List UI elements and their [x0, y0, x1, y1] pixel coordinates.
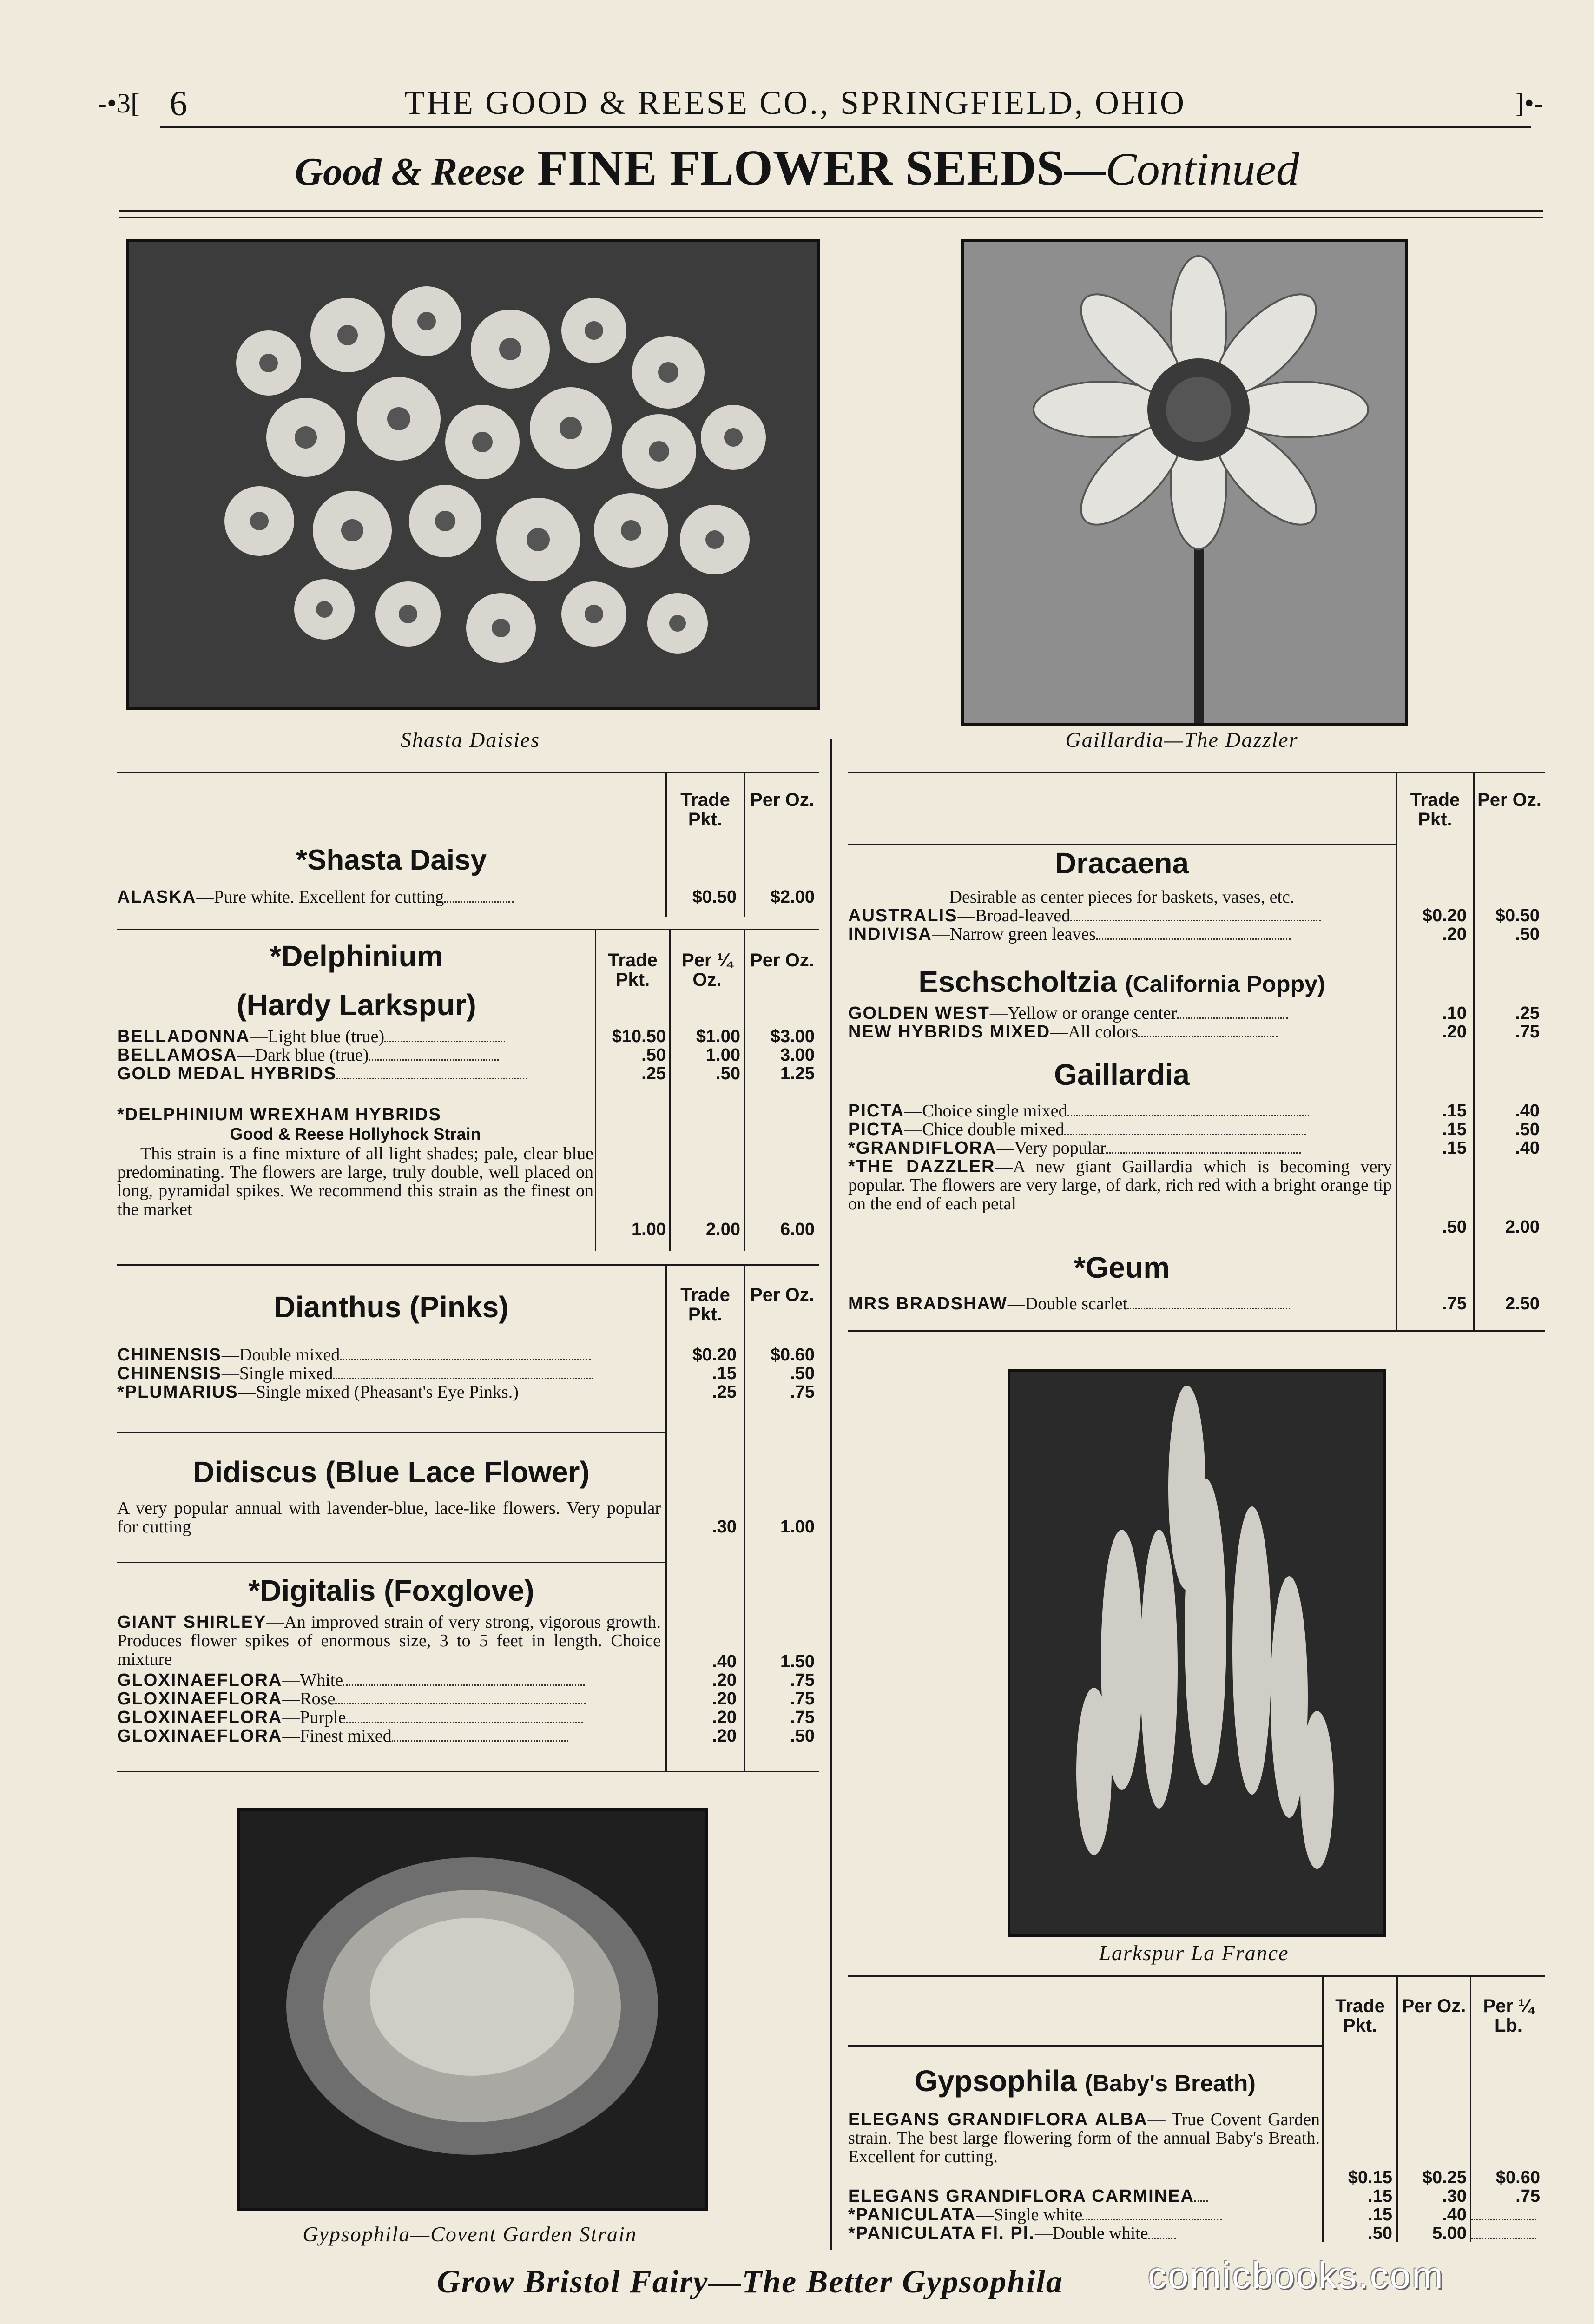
dianthus-1-pkt: $0.20 [692, 1345, 737, 1365]
didiscus-description: A very popular annual with lavender-blue, lace-like flowers. Very popular for cutting [117, 1499, 661, 1537]
item-name: *GRANDIFLORA [848, 1138, 997, 1158]
item-desc: —An improved strain of very strong, vigorous growth. Produces flower spikes of enormous size, 3 to 5 feet in length. Choice mixture [117, 1612, 661, 1669]
title-rule-top [119, 210, 1543, 212]
paniculata-double-pkt: .50 [1368, 2224, 1392, 2243]
dracaena-heading: Dracaena [1054, 846, 1189, 880]
heading-name: Gypsophila [915, 2064, 1077, 2098]
eschscholtzia-row-golden [848, 1004, 1288, 1023]
dianthus-row-2 [117, 1364, 593, 1383]
glox-3-pkt: .20 [712, 1708, 737, 1727]
indivisa-oz: .50 [1515, 924, 1540, 944]
didiscus-heading [117, 1455, 665, 1489]
item-name: *PANICULATA Fl. Pl. [848, 2224, 1035, 2243]
delphinium-col-oz: Per Oz. [750, 950, 814, 971]
didiscus-pkt: .30 [712, 1517, 737, 1537]
heading-name: Eschscholtzia [918, 965, 1117, 998]
shasta-caption: Shasta Daisies [400, 728, 540, 752]
gaillardia-heading: Gaillardia [1054, 1058, 1190, 1091]
right-mid-rule [848, 1330, 1545, 1332]
digitalis-heading [117, 1573, 665, 1608]
heading-name: Didiscus [193, 1455, 317, 1489]
shasta-alaska-oz: $2.00 [770, 887, 815, 907]
glox-1-oz: .75 [790, 1670, 815, 1690]
item-desc: —A new giant Gaillardia which is becoming very popular. The flowers are very large, of dark, rich red with a bright orange tip on the end of each petal [848, 1157, 1392, 1214]
heading-paren: (Blue Lace Flower) [325, 1455, 590, 1489]
golden-west-oz: .25 [1515, 1004, 1540, 1023]
wrexham-description: This strain is a fine mixture of all light shades; pale, clear blue predominating. The flowers are large, truly double, well placed on long, pyramidal spikes. We recommend this strain as the finest on the market [117, 1144, 593, 1219]
bellamosa-oz: 3.00 [780, 1045, 815, 1065]
title-main: FINE FLOWER SEEDS [537, 140, 1065, 196]
gypsophila-photo [237, 1808, 708, 2211]
heading-paren: (Baby's Breath) [1085, 2070, 1256, 2096]
picta-single-pkt: .15 [1442, 1101, 1467, 1121]
header-rule [160, 126, 1531, 128]
item-desc: —Light blue (true) [250, 1027, 385, 1046]
publisher-line: THE GOOD & REESE CO., SPRINGFIELD, OHIO [404, 84, 1186, 121]
delphinium-col-rule-3 [744, 930, 745, 1251]
grandiflora-pkt: .15 [1442, 1138, 1467, 1158]
page-title [0, 139, 1594, 197]
giant-shirley-oz: 1.50 [780, 1652, 815, 1671]
gaillardia-row-picta-double [848, 1120, 1306, 1139]
gloxinaeflora-row-4 [117, 1727, 568, 1745]
heading-paren: (California Poppy) [1125, 971, 1325, 997]
item-desc: —White [282, 1670, 343, 1690]
alba-lb: $0.60 [1495, 2168, 1540, 2187]
item-name: BELLADONNA [117, 1027, 250, 1046]
shasta-daisies-photo [126, 239, 820, 710]
geum-heading: *Geum [1074, 1251, 1170, 1284]
carminea-pkt: .15 [1368, 2186, 1392, 2206]
glox-2-pkt: .20 [712, 1689, 737, 1709]
delphinium-row-gold-medal [117, 1064, 527, 1083]
gypsophila-caption: Gypsophila—Covent Garden Strain [303, 2222, 637, 2246]
alba-pkt: $0.15 [1348, 2168, 1392, 2187]
item-name: *PANICULATA [848, 2205, 976, 2225]
item-name: ALASKA [117, 887, 197, 907]
item-desc: —Choice single mixed [904, 1101, 1067, 1121]
larkspur-caption: Larkspur La France [1099, 1941, 1289, 1965]
item-name: CHINENSIS [117, 1345, 222, 1365]
item-name: NEW HYBRIDS MIXED [848, 1022, 1051, 1042]
item-name: GLOXINAEFLORA [117, 1708, 283, 1727]
item-name: AUSTRALIS [848, 906, 958, 925]
shasta-col-pkt: Trade Pkt. [680, 790, 730, 830]
gyps-col-pkt: Trade Pkt. [1335, 1996, 1385, 2036]
item-desc: —Rose [282, 1689, 336, 1709]
didiscus-oz: 1.00 [780, 1517, 815, 1537]
item-desc: —Pure white. Excellent for cutting [196, 887, 444, 907]
alba-oz: $0.25 [1422, 2168, 1467, 2187]
item-name: *PLUMARIUS [117, 1382, 238, 1402]
gloxinaeflora-row-2 [117, 1690, 586, 1708]
footer-tagline: Grow Bristol Fairy—The Better Gypsophila [437, 2264, 1063, 2300]
shasta-row-alaska [117, 888, 514, 906]
digitalis-top-rule [117, 1562, 665, 1563]
dianthus-row-3 [117, 1383, 519, 1401]
bradshaw-oz: 2.50 [1505, 1294, 1540, 1314]
belladonna-qoz: $1.00 [696, 1027, 740, 1046]
gypsophila-heading [848, 2064, 1322, 2098]
glox-4-oz: .50 [790, 1726, 815, 1746]
wrexham-qoz: 2.00 [706, 1220, 740, 1239]
glox-3-oz: .75 [790, 1708, 815, 1727]
delphinium-subheading: (Hardy Larkspur) [237, 988, 476, 1022]
dracaena-row-indivisa [848, 925, 1291, 944]
gypsophila-head-rule [848, 2045, 1322, 2047]
delphinium-row-belladonna [117, 1027, 505, 1046]
carminea-oz: .30 [1442, 2186, 1467, 2206]
glox-4-pkt: .20 [712, 1726, 737, 1746]
item-desc: —Double mixed [221, 1345, 340, 1365]
item-name: GIANT SHIRLEY [117, 1612, 267, 1632]
dianthus-1-oz: $0.60 [770, 1345, 815, 1365]
gaillardia-photo [961, 239, 1408, 726]
item-desc: —Narrow green leaves [932, 924, 1096, 944]
right-top-rule [848, 772, 1545, 773]
item-desc: — True Covent Garden strain. The best large flowering form of the annual Baby's Breath. Excellent for cutting. [848, 2110, 1320, 2166]
paniculata-double-oz: 5.00 [1432, 2224, 1467, 2243]
didiscus-top-rule [117, 1432, 665, 1433]
item-name: PICTA [848, 1101, 905, 1121]
gyps-col-oz: Per Oz. [1402, 1996, 1466, 2016]
dianthus-top-rule [117, 1264, 819, 1266]
delphinium-col-qoz: Per ¼ Oz. [682, 950, 732, 990]
delphinium-top-rule [117, 929, 819, 930]
item-name: CHINENSIS [117, 1364, 222, 1383]
dianthus-3-pkt: .25 [712, 1382, 737, 1402]
paniculata-single-lb-leader [1471, 2205, 1536, 2224]
item-desc: —Chice double mixed [904, 1120, 1065, 1139]
gyps-row-carminea [848, 2187, 1208, 2205]
paniculata-single-pkt: .15 [1368, 2205, 1392, 2225]
dazzler-pkt: .50 [1442, 1217, 1467, 1237]
item-desc: —Double white [1034, 2224, 1148, 2243]
glox-2-oz: .75 [790, 1689, 815, 1709]
geum-row-bradshaw [848, 1294, 1290, 1313]
left-ornament: -•3[ [98, 88, 140, 119]
dianthus-3-oz: .75 [790, 1382, 815, 1402]
paniculata-double-lb-leader [1471, 2224, 1536, 2243]
gyps-row-paniculata-single [848, 2205, 1222, 2224]
item-name: GOLDEN WEST [848, 1004, 990, 1023]
grandiflora-oz: .40 [1515, 1138, 1540, 1158]
item-desc: —Single white [976, 2205, 1083, 2225]
dazzler-oz: 2.00 [1505, 1217, 1540, 1237]
running-header [98, 79, 1543, 130]
gaillardia-row-picta-single [848, 1102, 1309, 1120]
wrexham-subtitle: Good & Reese Hollyhock Strain [230, 1124, 481, 1143]
picta-double-pkt: .15 [1442, 1120, 1467, 1139]
delphinium-heading: *Delphinium [270, 939, 443, 973]
australis-oz: $0.50 [1495, 906, 1540, 925]
item-name: *DELPHINIUM WREXHAM HYBRIDS [117, 1105, 441, 1124]
gyps-alba [848, 2110, 1320, 2166]
dianthus-2-pkt: .15 [712, 1364, 737, 1383]
right-col-pkt: Trade Pkt. [1410, 790, 1460, 830]
glox-1-pkt: .20 [712, 1670, 737, 1690]
carminea-lb: .75 [1515, 2186, 1540, 2206]
item-name: PICTA [848, 1120, 905, 1139]
giant-shirley-pkt: .40 [712, 1652, 737, 1671]
shasta-col-oz: Per Oz. [750, 790, 814, 810]
page-number: 6 [170, 84, 187, 123]
gyps-col-lb: Per ¼ Lb. [1483, 1996, 1534, 2036]
giant-shirley [117, 1613, 661, 1669]
item-desc: —Yellow or orange center [989, 1004, 1177, 1023]
title-rule-bottom [119, 217, 1543, 218]
wrexham-oz: 6.00 [780, 1220, 815, 1239]
wrexham-name [117, 1105, 441, 1124]
right-col-rule-2 [1473, 773, 1475, 1331]
bradshaw-pkt: .75 [1442, 1294, 1467, 1314]
belladonna-pkt: $10.50 [612, 1027, 666, 1046]
dianthus-2-oz: .50 [790, 1364, 815, 1383]
dianthus-col-pkt: Trade Pkt. [680, 1285, 730, 1325]
item-name: GLOXINAEFLORA [117, 1726, 283, 1746]
new-hybrids-pkt: .20 [1442, 1022, 1467, 1042]
picta-double-oz: .50 [1515, 1120, 1540, 1139]
item-desc: —Dark blue (true) [237, 1045, 369, 1065]
bellamosa-pkt: .50 [641, 1045, 666, 1065]
paniculata-single-oz: .40 [1442, 2205, 1467, 2225]
dianthus-col-oz: Per Oz. [750, 1285, 814, 1305]
item-name: INDIVISA [848, 924, 932, 944]
dianthus-row-1 [117, 1346, 591, 1364]
gold-medal-qoz: .50 [716, 1064, 740, 1083]
the-dazzler [848, 1157, 1392, 1213]
eschscholtzia-row-hybrids [848, 1023, 1278, 1041]
gaillardia-row-grandiflora [848, 1139, 1301, 1157]
gaillardia-caption: Gaillardia—The Dazzler [1065, 728, 1298, 752]
gyps-row-paniculata-double [848, 2224, 1176, 2243]
eschscholtzia-heading [848, 964, 1396, 999]
title-brand: Good & Reese [295, 150, 525, 193]
gloxinaeflora-row-3 [117, 1708, 583, 1727]
heading-name: Dianthus [274, 1290, 402, 1324]
item-desc: —Double scarlet [1007, 1294, 1128, 1314]
gold-medal-pkt: .25 [641, 1064, 666, 1083]
new-hybrids-oz: .75 [1515, 1022, 1540, 1042]
dracaena-row-australis [848, 906, 1321, 925]
item-desc: —All colors [1050, 1022, 1139, 1042]
heading-paren: (Foxglove) [384, 1574, 534, 1607]
item-name: *THE DAZZLER [848, 1157, 995, 1176]
heading-paren: (Pinks) [409, 1290, 509, 1324]
heading-name: *Digitalis [248, 1574, 376, 1607]
australis-pkt: $0.20 [1422, 906, 1467, 925]
item-desc: —Finest mixed [282, 1726, 392, 1746]
gloxinaeflora-row-1 [117, 1671, 585, 1690]
column-divider [830, 739, 832, 2250]
item-name: ELEGANS GRANDIFLORA ALBA [848, 2110, 1148, 2129]
item-name: GLOXINAEFLORA [117, 1689, 283, 1709]
dracaena-rule [848, 844, 1396, 845]
gypsophila-top-rule [848, 1975, 1545, 1977]
right-col-oz: Per Oz. [1477, 790, 1541, 810]
gold-medal-oz: 1.25 [780, 1064, 815, 1083]
right-col-rule-1 [1396, 773, 1397, 1331]
belladonna-oz: $3.00 [770, 1027, 815, 1046]
item-name: GLOXINAEFLORA [117, 1670, 283, 1690]
wrexham-pkt: 1.00 [632, 1220, 666, 1239]
item-name: GOLD MEDAL HYBRIDS [117, 1064, 337, 1083]
delphinium-row-bellamosa [117, 1046, 499, 1064]
indivisa-pkt: .20 [1442, 924, 1467, 944]
dracaena-intro: Desirable as center pieces for baskets, vases, etc. [949, 887, 1295, 907]
shasta-top-rule [117, 772, 819, 773]
item-name: BELLAMOSA [117, 1045, 237, 1065]
item-desc: —Very popular [996, 1138, 1106, 1158]
left-bottom-rule [117, 1771, 819, 1772]
shasta-alaska-pkt: $0.50 [692, 887, 737, 907]
right-ornament: ]•- [1515, 88, 1543, 119]
picta-single-oz: .40 [1515, 1101, 1540, 1121]
title-continued: —Continued [1064, 143, 1299, 195]
bellamosa-qoz: 1.00 [706, 1045, 740, 1065]
larkspur-photo [1008, 1369, 1386, 1937]
item-desc: —Purple [282, 1708, 346, 1727]
item-desc: —Single mixed [221, 1364, 333, 1383]
item-name: ELEGANS GRANDIFLORA CARMINEA [848, 2186, 1194, 2206]
item-name: MRS BRADSHAW [848, 1294, 1008, 1314]
item-desc: —Broad-leaved [957, 906, 1071, 925]
dianthus-heading [117, 1290, 665, 1324]
watermark: comicbooks.com [1148, 2255, 1444, 2296]
golden-west-pkt: .10 [1442, 1004, 1467, 1023]
item-desc: —Single mixed (Pheasant's Eye Pinks.) [238, 1382, 519, 1402]
shasta-heading: *Shasta Daisy [296, 844, 487, 876]
delphinium-col-pkt: Trade Pkt. [608, 950, 658, 990]
